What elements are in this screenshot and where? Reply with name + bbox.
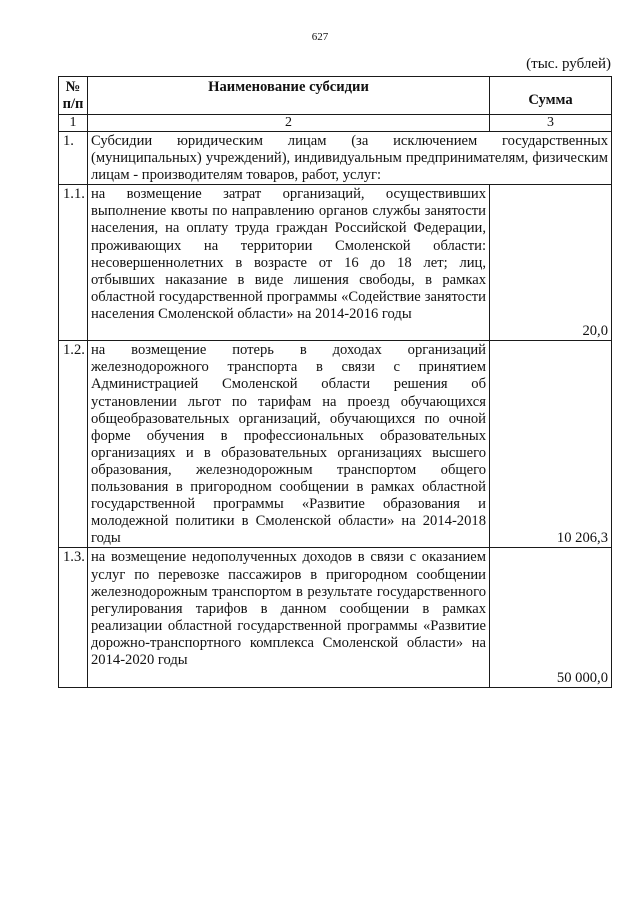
row-sum: 50 000,0 [490,548,612,688]
page-number: 627 [311,31,329,43]
row-sum: 10 206,3 [490,341,612,548]
table-header-row [59,77,612,115]
row-number: 1.3. [59,548,88,688]
row-number: 1. [59,132,88,185]
row-number: 1.2. [59,341,88,548]
table-row [59,185,612,341]
row-name: Субсидии юридическим лицам (за исключением государственных (муниципальных) учреждений), индивидуальным предпринимателям, физическим лицам - производителям товаров, работ, услуг: [88,132,612,185]
table-row [59,341,612,548]
row-name: на возмещение недополученных доходов в связи с оказанием услуг по перевозке пассажиров в пригородном сообщении железнодорожным транспортом в результате государственного регулирования тарифов в данном сообщении в рамках реализации областной государственной программы «Развитие дорожно-транспортного комплекса Смоленской области» на 2014-2020 годы [88,548,490,688]
header-sum: Сумма [490,77,612,115]
row-number: 1.1. [59,185,88,341]
header-number [59,77,88,115]
table-row [59,548,612,688]
column-index: 3 [490,115,612,132]
column-index: 1 [59,115,88,132]
subsidy-table [58,76,612,688]
row-name: на возмещение затрат организаций, осуществивших выполнение квоты по направлению органов службы занятости населения, на оплату труда граждан Российской Федерации, проживающих на территории Смоленской области: несовершеннолетних в возрасте от 16 до 18 лет; лиц, отбывших наказание в виде лишения свободы, в рамках областной государственной программы «Содействие занятости населения Смоленской области» на 2014-2016 годы [88,185,490,341]
row-sum: 20,0 [490,185,612,341]
row-name: на возмещение потерь в доходах организаций железнодорожного транспорта в связи с принятием Администрацией Смоленской области решения об установлении льгот по тарифам на проезд обучающихся общеобразовательных организаций, обучающихся по очной форме обучения в профессиональных образовательных организациях и в образовательных организациях высшего образования, железнодорожным транспортом общего пользования в пригородном сообщении в рамках областной государственной программы «Развитие образования и молодежной политики в Смоленской области» на 2014-2018 годы [88,341,490,548]
table-row [59,132,612,185]
column-index-row [59,115,612,132]
column-index: 2 [88,115,490,132]
header-name: Наименование субсидии [88,77,490,115]
unit-note: (тыс. рублей) [526,56,611,72]
header-number-label: № п/п [62,79,84,112]
